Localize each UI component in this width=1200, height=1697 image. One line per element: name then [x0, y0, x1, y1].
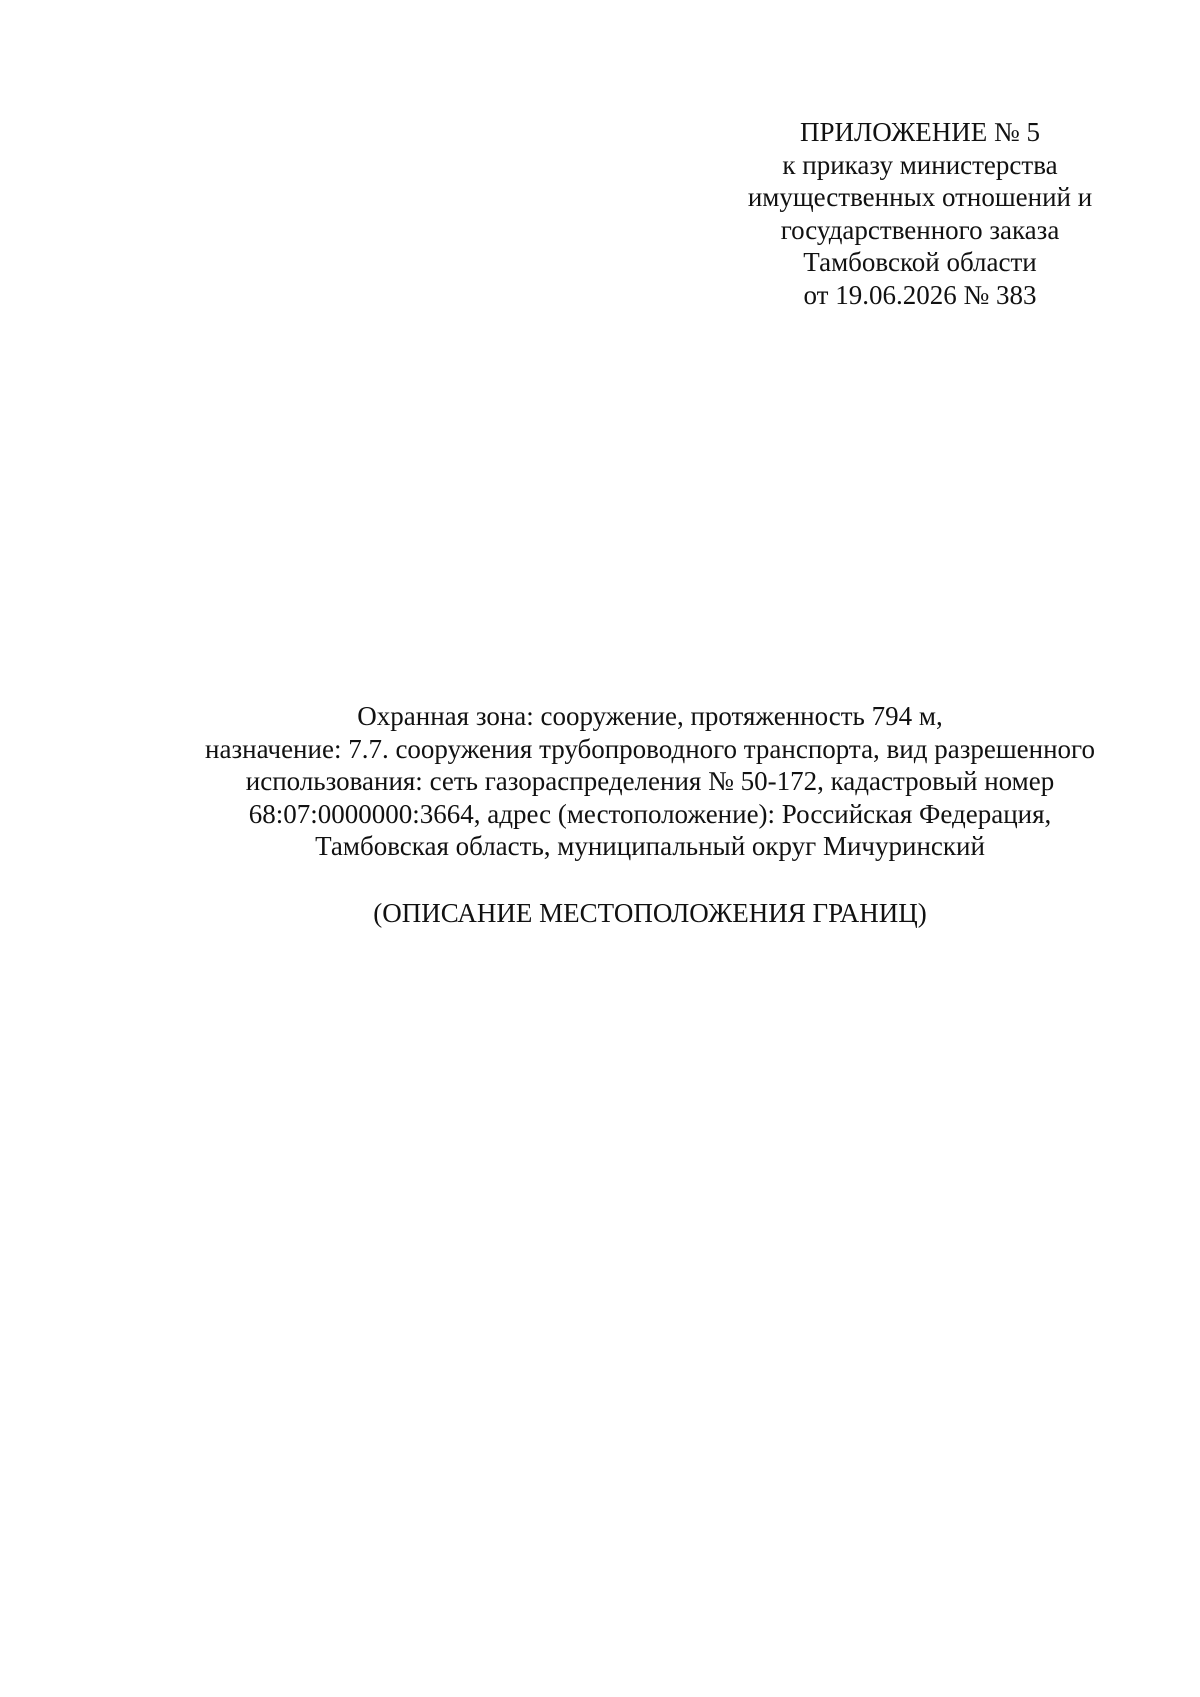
section-heading: (ОПИСАНИЕ МЕСТОПОЛОЖЕНИЯ ГРАНИЦ) — [373, 898, 927, 928]
appendix-title: ПРИЛОЖЕНИЕ № 5 — [799, 117, 1041, 147]
zone-line: использования: сеть газораспределения № 50-172, кадастровый номер — [245, 766, 1055, 796]
appendix-line: государственного заказа — [780, 214, 1060, 245]
appendix-line: к приказу министерства — [782, 149, 1058, 180]
appendix-line: имущественных отношений и — [747, 182, 1093, 212]
appendix-header — [700, 116, 1140, 311]
zone-line: Охранная зона: сооружение, протяженность 794 м, — [357, 701, 943, 731]
zone-line: Тамбовская область, муниципальный округ Мичуринский — [315, 831, 985, 861]
appendix-line: Тамбовской области — [803, 247, 1037, 277]
zone-line: 68:07:0000000:3664, адрес (местоположение): Российская Федерация, — [248, 798, 1052, 829]
protection-zone-description — [100, 700, 1200, 863]
appendix-order-date: от 19.06.2026 № 383 — [803, 279, 1037, 310]
zone-line: назначение: 7.7. сооружения трубопроводного транспорта, вид разрешенного — [205, 733, 1095, 764]
